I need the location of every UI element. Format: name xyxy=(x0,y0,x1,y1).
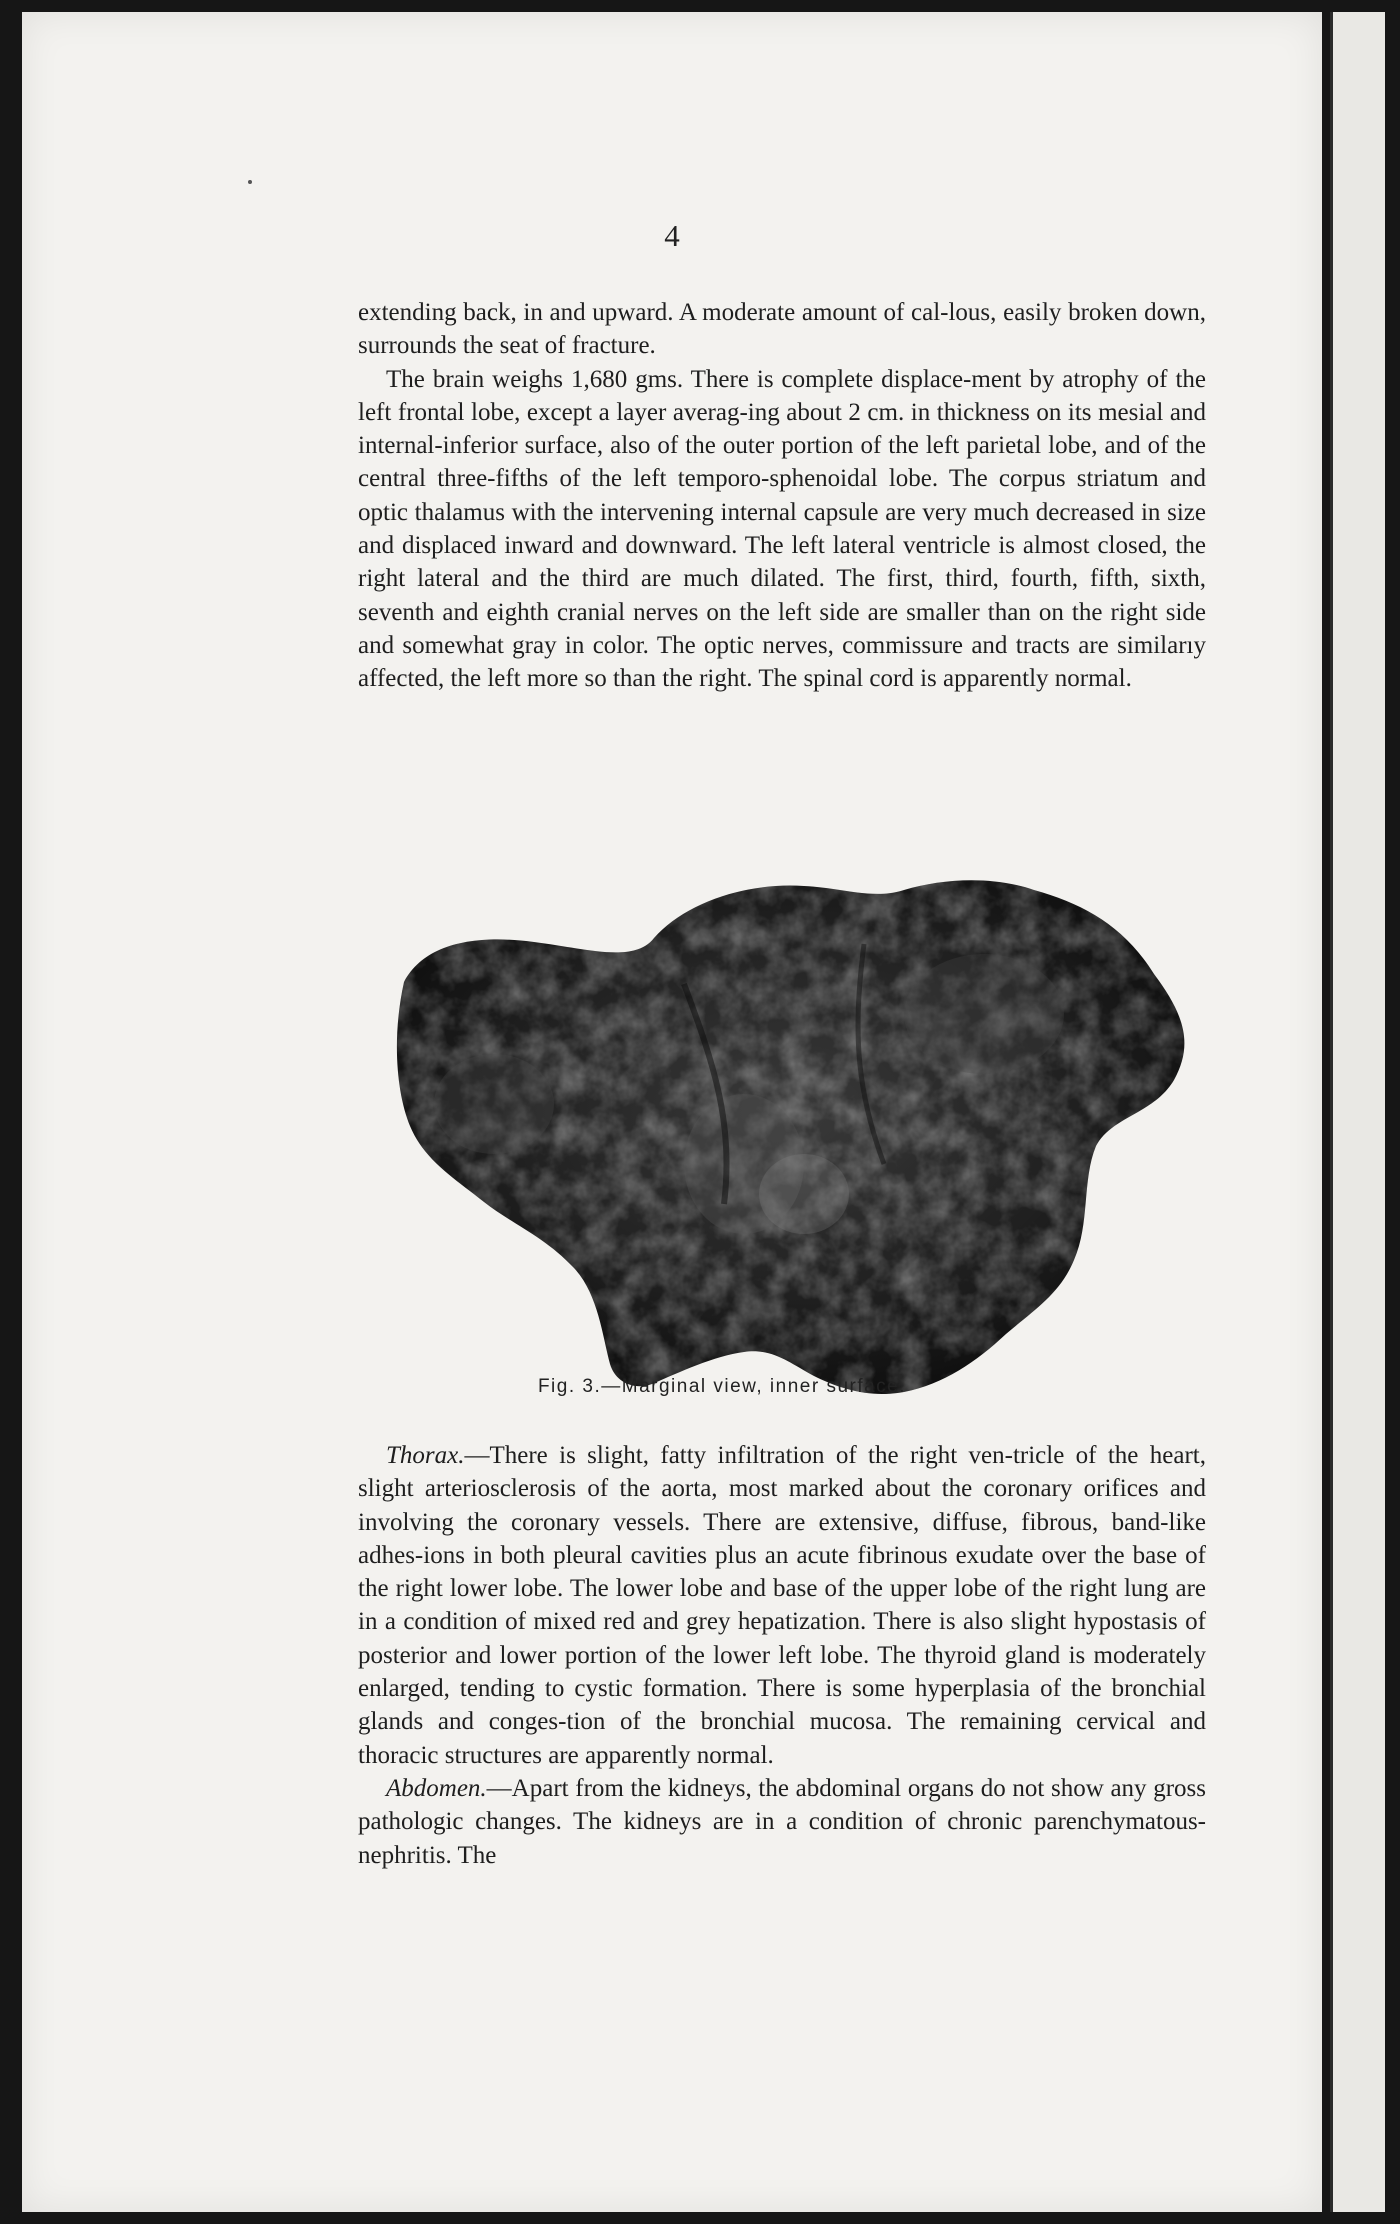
abdomen-body: —Apart from the kidneys, the abdominal organs do not show any gross pathologic changes. The kidneys are in a condition of chronic parenchymatous-nephritis. The xyxy=(358,1774,1206,1869)
top-text-block xyxy=(358,296,1206,696)
paragraph-fracture: extending back, in and upward. A moderate amount of cal-lous, easily broken down, surrounds the seat of fracture. xyxy=(358,299,1206,360)
bottom-text-block xyxy=(358,1439,1206,1872)
page-number: 4 xyxy=(664,218,680,253)
paragraph-thorax xyxy=(358,1439,1206,1772)
thorax-body: —There is slight, fatty infiltration of the right ven-tricle of the heart, slight arteriosclerosis of the aorta, most marked about the coronary orifices and involving the coronary vessels. There are extensive, diffuse, fibrous, band-like adhes-ions in both pleural cavities plus an acute fibrinous exudate over the base of the right lower lobe. The lower lobe and base of the upper lobe of the right lung are in a condition of mixed red and grey hepatization. There is also slight hypostasis of posterior and lower portion of the lower left lobe. The thyroid gland is moderately enlarged, tending to cystic formation. There is some hyperplasia of the bronchial glands and conges-tion of the bronchial mucosa. The remaining cervical and thoracic structures are apparently normal. xyxy=(358,1442,1206,1769)
adjacent-page-edge xyxy=(1330,12,1385,2212)
paper-speck xyxy=(248,180,252,184)
paragraph-brain: The brain weighs 1,680 gms. There is complete displace-ment by atrophy of the left frontal lobe, except a layer averag-ing about 2 cm. in thickness on its mesial and internal-inferior surface, also of the outer portion of the left parietal lobe, and of the central three-fifths of the left temporo-sphenoidal lobe. The corpus striatum and optic thalamus with the intervening internal capsule are very much decreased in size and displaced inward and downward. The left lateral ventricle is almost closed, the right lateral and the third are much dilated. The first, third, fourth, fifth, sixth, seventh and eighth cranial nerves on the left side are smaller than on the right side and somewhat gray in color. The optic nerves, commissure and tracts are similarıy affected, the left more so than the right. The spinal cord is apparently normal. xyxy=(358,365,1206,693)
brain-specimen-photo xyxy=(384,864,1202,1398)
abdomen-heading: Abdomen. xyxy=(386,1774,487,1802)
figure-caption: Fig. 3.—Marginal view, inner surface. xyxy=(537,1376,907,1397)
thorax-heading: Thorax. xyxy=(386,1442,465,1469)
paragraph-abdomen xyxy=(358,1772,1206,1872)
book-page xyxy=(22,12,1322,2212)
brain-specimen-image xyxy=(384,864,1202,1398)
